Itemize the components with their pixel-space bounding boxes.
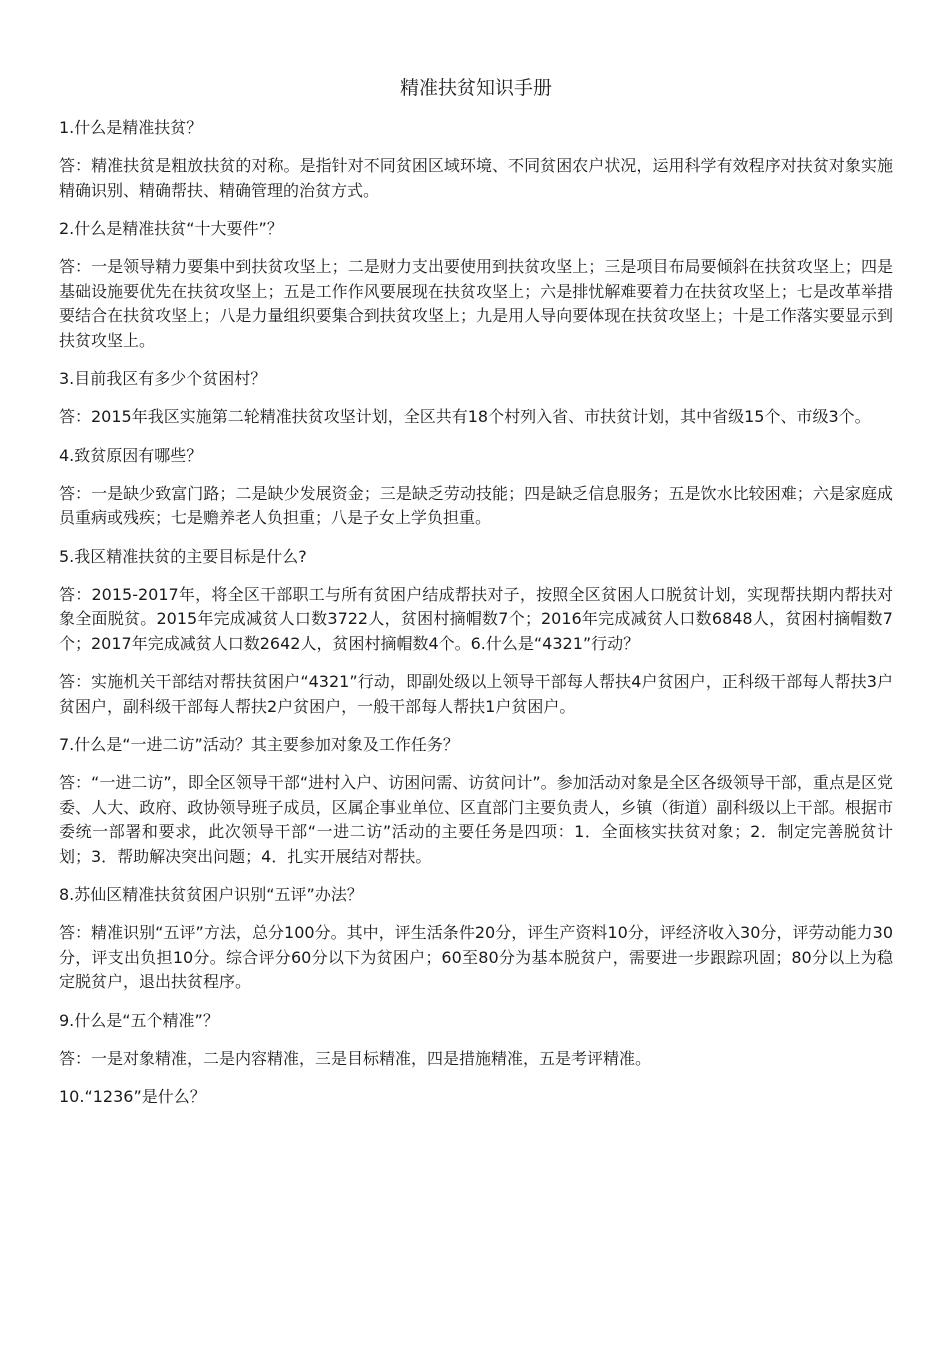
qa-item-2 — [59, 217, 893, 353]
qa-item-8 — [59, 883, 893, 995]
answer-5: 答：2015-2017年，将全区干部职工与所有贫困户结成帮扶对子，按照全区贫困人口脱贫计划，实现帮扶期内帮扶对象全面脱贫。2015年完成减贫人口数3722人，贫困村摘帽数7个；2016年完成减贫人口数6848人，贫困村摘帽数7个；2017年完成减贫人口数2642人，贫困村摘帽数4个。6.什么是“4321”行动？ — [59, 584, 893, 653]
answer-3: 答：2015年我区实施第二轮精准扶贫攻坚计划，全区共有18个村列入省、市扶贫计划，其中省级15个、市级3个。 — [59, 407, 871, 426]
answer-6: 答：实施机关干部结对帮扶贫困户“4321”行动，即副处级以上领导干部每人帮扶4户贫困户，正科级干部每人帮扶3户贫困户，副科级干部每人帮扶2户贫困户，一般干部每人帮扶1户贫困户。 — [59, 672, 893, 716]
qa-item-10 — [59, 1085, 893, 1109]
qa-item-6 — [59, 670, 893, 719]
answer-1: 答：精准扶贫是粗放扶贫的对称。是指针对不同贫困区域环境、不同贫困农户状况，运用科学有效程序对扶贫对象实施精确识别、精确帮扶、精确管理的治贫方式。 — [59, 156, 893, 200]
answer-7: 答：“一进二访”，即全区领导干部“进村入户、访困问需、访贫问计”。参加活动对象是全区各级领导干部，重点是区党委、人大、政府、政协领导班子成员，区属企事业单位、区直部门主要负责人，乡镇（街道）副科级以上干部。根据市委统一部署和要求，此次领导干部“一进二访”活动的主要任务是四项：1．全面核实扶贫对象；2．制定完善脱贫计划；3．帮助解决突出问题；4．扎实开展结对帮扶。 — [59, 773, 893, 866]
question-1: 1.什么是精准扶贫？ — [59, 118, 203, 137]
qa-item-5 — [59, 545, 893, 657]
qa-item-4 — [59, 444, 893, 531]
qa-item-9 — [59, 1009, 893, 1072]
question-8: 8.苏仙区精准扶贫贫困户识别“五评”办法？ — [59, 885, 363, 904]
question-5: 5.我区精准扶贫的主要目标是什么? — [59, 546, 307, 566]
question-7: 7.什么是“一进二访”活动？其主要参加对象及工作任务？ — [59, 735, 459, 754]
qa-item-1 — [59, 116, 893, 203]
qa-item-7 — [59, 733, 893, 869]
question-2: 2.什么是精准扶贫“十大要件”？ — [59, 219, 283, 238]
question-4: 4.致贫原因有哪些？ — [59, 445, 203, 465]
answer-8: 答：精准识别“五评”方法，总分100分。其中，评生活条件20分，评生产资料10分，评经济收入30分，评劳动能力30分，评支出负担10分。综合评分60分以下为贫困户；60至80分为基本脱贫户，需要进一步跟踪巩固；80分以上为稳定脱贫户，退出扶贫程序。 — [59, 923, 893, 991]
question-3: 3.目前我区有多少个贫困村？ — [59, 369, 267, 388]
answer-4: 答：一是缺少致富门路；二是缺少发展资金；三是缺乏劳动技能；四是缺乏信息服务；五是饮水比较困难；六是家庭成员重病或残疾；七是赡养老人负担重；八是子女上学负担重。 — [59, 483, 893, 527]
qa-item-3 — [59, 367, 893, 430]
document-page — [59, 74, 893, 1123]
question-10: 10.“1236”是什么？ — [59, 1087, 206, 1106]
question-9: 9.什么是“五个精准”？ — [59, 1010, 219, 1030]
answer-9: 答：一是对象精准，二是内容精准，三是目标精准，四是措施精准，五是考评精准。 — [59, 1048, 652, 1068]
answer-2: 答：一是领导精力要集中到扶贫攻坚上；二是财力支出要使用到扶贫攻坚上；三是项目布局要倾斜在扶贫攻坚上；四是基础设施要优先在扶贫攻坚上；五是工作作风要展现在扶贫攻坚上；六是排忧解难要着力在扶贫攻坚上；七是改革举措要结合在扶贫攻坚上；八是力量组织要集合到扶贫攻坚上；九是用人导向要体现在扶贫攻坚上；十是工作落实要显示到扶贫攻坚上。 — [59, 257, 893, 350]
document-title: 精准扶贫知识手册 — [399, 77, 552, 99]
